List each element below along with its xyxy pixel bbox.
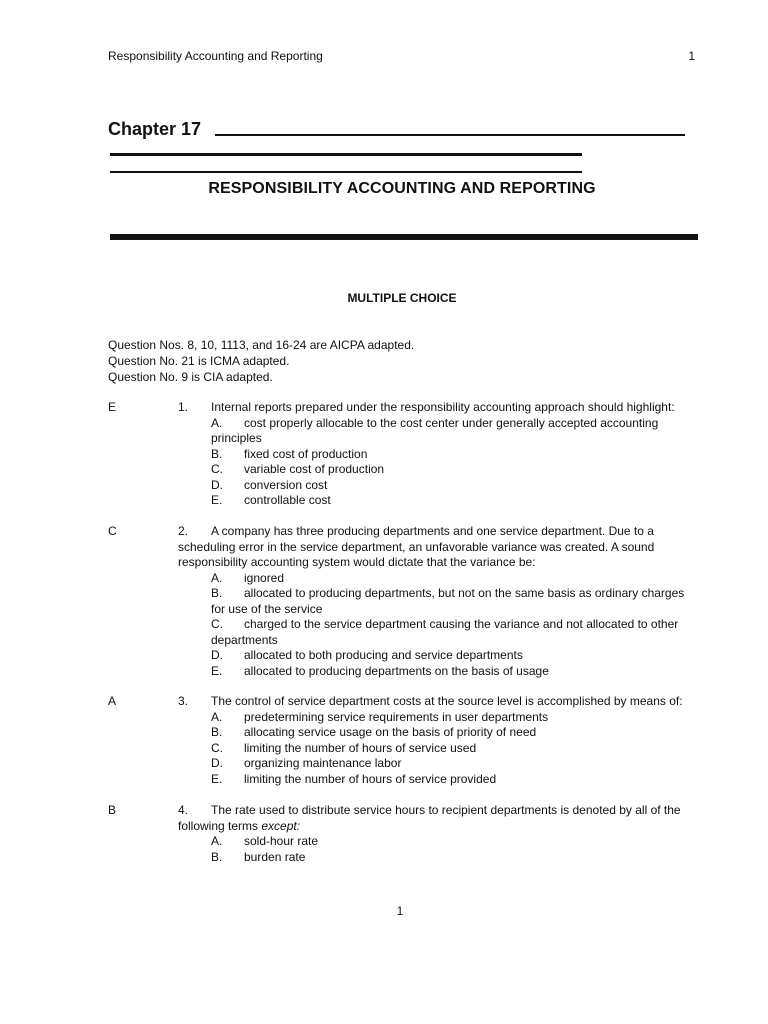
intro-line: Question Nos. 8, 10, 1113, and 16-24 are AICPA adapted.: [108, 338, 415, 352]
chapter-rule-3: [110, 171, 582, 173]
option-list: [211, 710, 701, 788]
option: E. allocated to producing departments on the basis of usage: [211, 663, 549, 678]
option: B. allocating service usage on the basis of priority of need: [211, 725, 537, 739]
option: B. burden rate: [211, 849, 306, 864]
chapter-rule-2: [110, 153, 582, 156]
question-number: 4.: [178, 803, 189, 817]
option: D. conversion cost: [211, 477, 328, 492]
option: E. limiting the number of hours of service provided: [211, 771, 497, 786]
intro-notes: [108, 337, 414, 385]
option-list: [211, 416, 701, 509]
chapter-label: Chapter 17: [108, 119, 202, 139]
running-header-title: Responsibility Accounting and Reporting: [108, 49, 323, 63]
question-stem-text: The rate used to distribute service hours to recipient departments is denoted by all of the following terms: [178, 803, 681, 833]
option: A. cost properly allocable to the cost center under generally accepted accounting principles: [211, 415, 659, 445]
intro-line: Question No. 21 is ICMA adapted.: [108, 354, 290, 368]
running-header-page-number: 1: [688, 49, 695, 63]
question-number: 2.: [178, 524, 189, 538]
option: C. limiting the number of hours of service used: [211, 740, 477, 755]
option: C. charged to the service department causing the variance and not allocated to other departments: [211, 617, 679, 647]
question-stem: The control of service department costs at the source level is accomplished by means of:: [211, 694, 683, 708]
option-list: [211, 571, 701, 680]
section-title: MULTIPLE CHOICE: [347, 291, 457, 305]
option: C. variable cost of production: [211, 462, 385, 476]
intro-line: Question No. 9 is CIA adapted.: [108, 370, 273, 384]
option: D. organizing maintenance labor: [211, 756, 402, 770]
question-stem: A company has three producing departments and one service department. Due to a scheduling error in the service department, an unfavorable variance was created. A sound responsibility accounting system would dictate that the variance be:: [178, 524, 655, 569]
option: B. fixed cost of production: [211, 446, 368, 461]
chapter-thick-rule: [110, 234, 698, 240]
answer-key: B: [108, 803, 117, 817]
option: B. allocated to producing departments, but not on the same basis as ordinary charges for use of the service: [211, 586, 685, 616]
option: A. sold-hour rate: [211, 834, 319, 848]
option: E. controllable cost: [211, 493, 331, 507]
footer-page-number: 1: [396, 904, 404, 918]
question-stem: Internal reports prepared under the responsibility accounting approach should highlight:: [211, 400, 675, 414]
option: A. ignored: [211, 570, 285, 585]
question-stem-emphasis: except:: [261, 818, 301, 833]
question-stem: [178, 803, 698, 834]
chapter-rule-1: [215, 134, 685, 136]
question-number: 3.: [178, 694, 189, 708]
option: D. allocated to both producing and service departments: [211, 648, 523, 662]
option-list: [211, 834, 701, 865]
answer-key: A: [108, 694, 117, 708]
question-number: 1.: [178, 400, 189, 414]
option: A. predetermining service requirements in user departments: [211, 709, 549, 724]
chapter-title: RESPONSIBILITY ACCOUNTING AND REPORTING: [208, 180, 596, 197]
answer-key: C: [108, 524, 117, 538]
answer-key: E: [108, 400, 117, 414]
